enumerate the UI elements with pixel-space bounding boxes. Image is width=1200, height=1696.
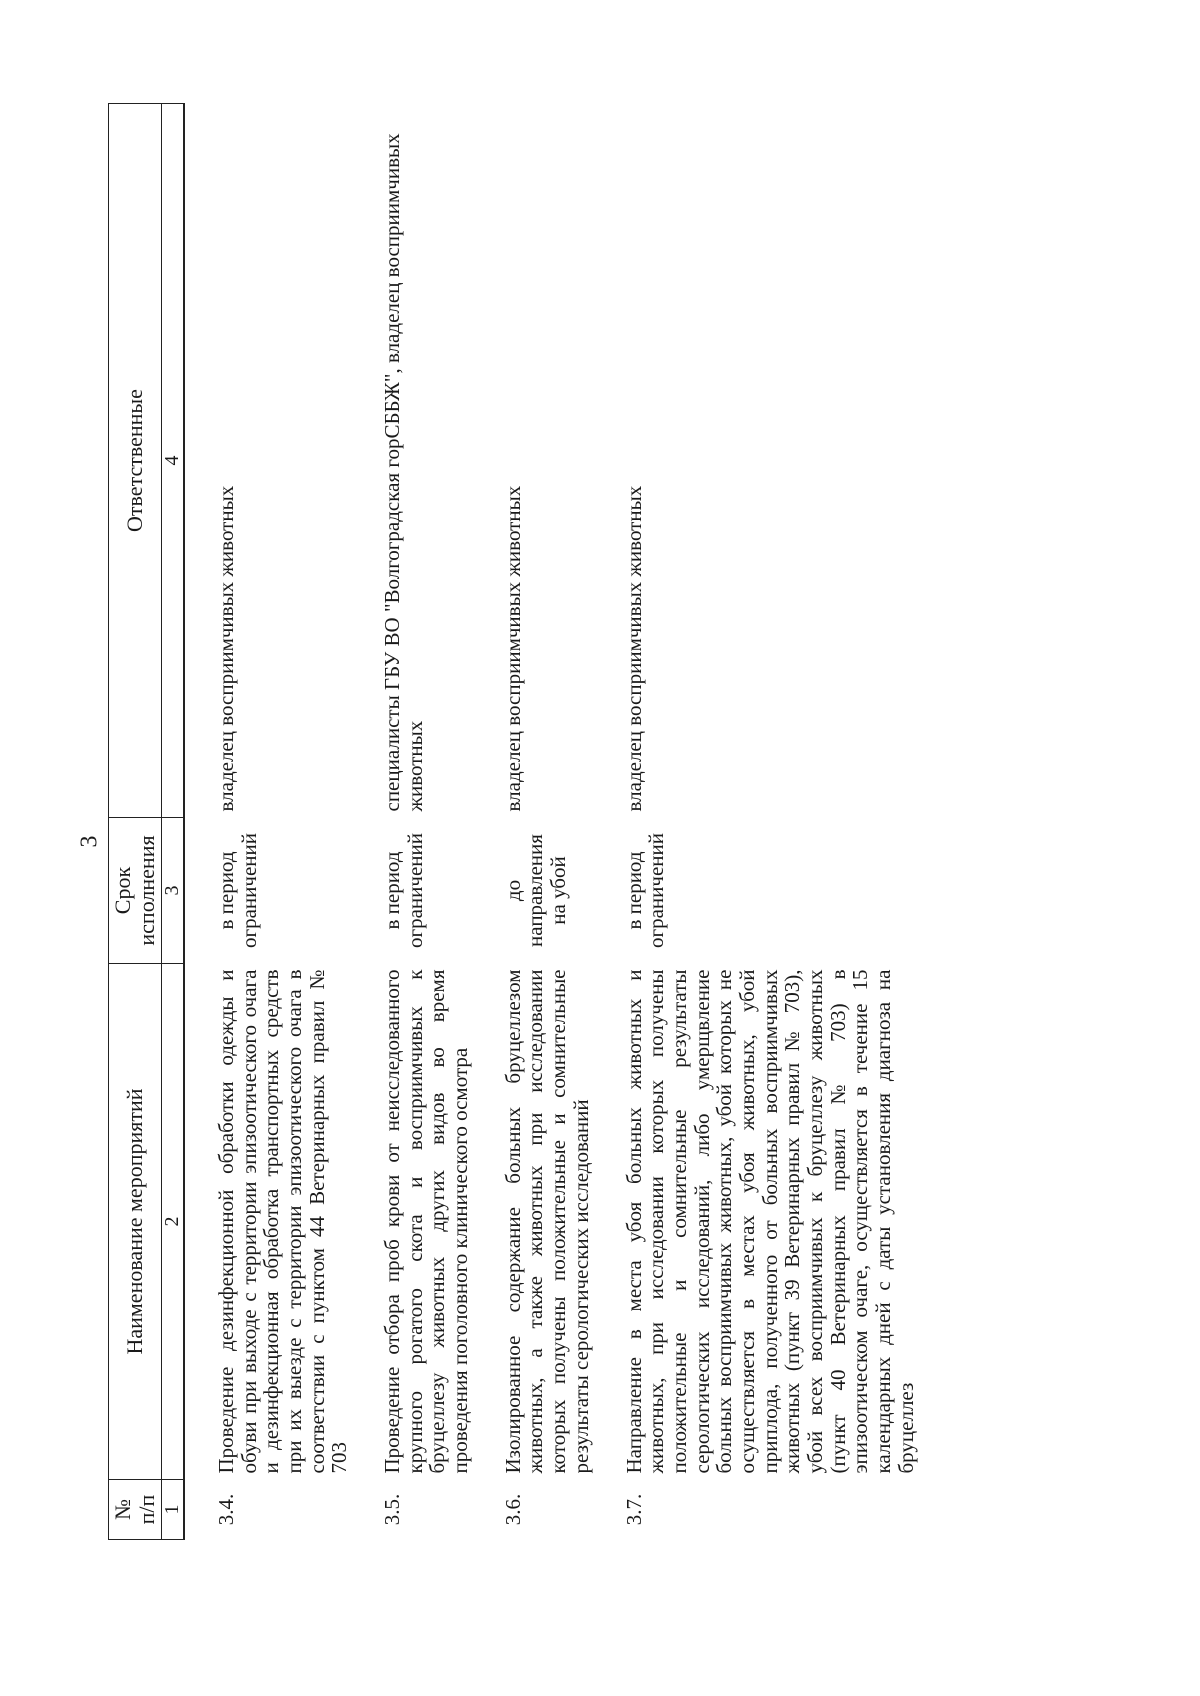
row-number: 3.4.: [214, 1493, 239, 1526]
table-row: [184, 104, 351, 1540]
header-responsible: Ответственные: [109, 104, 162, 818]
row-number: 3.6.: [500, 1493, 525, 1526]
table-row: [351, 104, 472, 1540]
measure-name: Изолированное содержание больных бруцеллезом животных, а также животных при исследовании которых получены положительные и сомнительные результаты серологических исследований: [500, 969, 593, 1474]
measures-table: [108, 103, 917, 1540]
measures-table-container: [108, 104, 1038, 1540]
header-term: Срок исполнения: [109, 818, 162, 964]
row-number: 3.7.: [621, 1493, 646, 1526]
column-number: 3: [161, 818, 184, 964]
measure-responsible: специалисты ГБУ ВО "Волгоградская горСББЖ", владелец восприимчивых животных: [380, 133, 427, 812]
measure-responsible: владелец восприимчивых животных: [621, 485, 646, 812]
header-row: [109, 104, 162, 1540]
measure-term: до направления на убой: [500, 834, 571, 947]
measure-name: Направление в места убоя больных животных и животных, при исследовании которых получены положительные и сомнительные результаты серологических исследований, либо умерщвление больных восприимчивых животных, убой которых не осуществляется в местах убоя животных, убой приплода, полученного от больных восприимчивых животных (пункт 39 Ветеринарных правил № 703), убой всех восприимчивых к бруцеллезу животных (пункт 40 Ветеринарных правил № 703) в эпизоотическом очаге, осуществляется в течение 15 календарных дней с даты установления диагноза на бруцеллез: [621, 969, 918, 1474]
page-number: 3: [76, 835, 103, 848]
table-row: [593, 104, 918, 1540]
column-number-row: [161, 104, 184, 1540]
column-number: 2: [161, 964, 184, 1480]
measure-term: в период ограничений: [214, 833, 261, 949]
column-number: 1: [161, 1480, 184, 1540]
measure-name: Проведение отбора проб крови от неисследованного крупного рогатого скота и восприимчивых к бруцеллезу животных других видов во время проведения поголовного клинического осмотра: [380, 969, 473, 1474]
measure-term: в период ограничений: [621, 833, 669, 949]
header-number: № п/п: [109, 1480, 162, 1540]
measure-name: Проведение дезинфекционной обработки одежды и обуви при выходе с территории эпизоотического очага и дезинфекционная обработка транспортных средств при их выезде с территории эпизоотического очага в соответствии с пунктом 44 Ветеринарных правил № 703: [214, 969, 352, 1474]
column-number: 4: [161, 104, 184, 818]
table-row: [472, 104, 593, 1540]
measure-responsible: владелец восприимчивых животных: [500, 485, 525, 812]
measure-responsible: владелец восприимчивых животных: [214, 485, 239, 812]
row-number: 3.5.: [380, 1493, 405, 1526]
measure-term: в период ограничений: [380, 833, 427, 949]
header-name: Наименование мероприятий: [109, 964, 162, 1480]
